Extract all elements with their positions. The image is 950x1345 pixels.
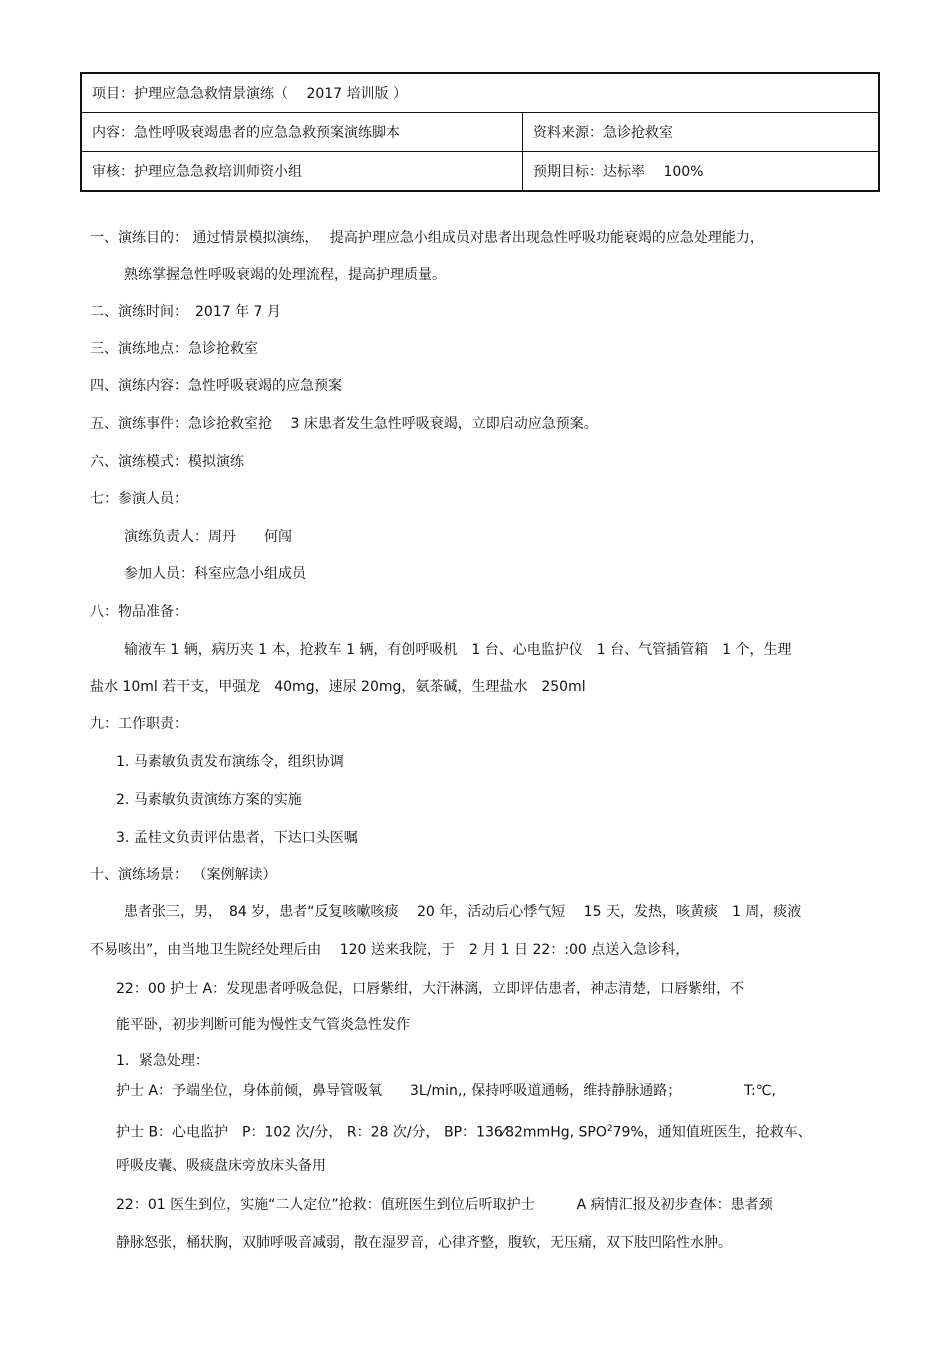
section-supplies: 八：物品准备： — [90, 604, 188, 620]
spo2-subscript: 2 — [606, 1124, 613, 1134]
nurse-b-text-cont: 79%，通知值班医生，抢救车、 — [612, 1124, 812, 1141]
section-purpose-cont: 熟练掌握急性呼吸衰竭的处理流程，提高护理质量。 — [124, 267, 446, 283]
timeline-2201-line-2: 静脉怒张，桶状胸，双肺呼吸音减弱，散在湿罗音，心律齐整，腹软，无压痛，双下肢凹陷性水肿。 — [116, 1235, 732, 1251]
section-content: 四、演练内容：急性呼吸衰竭的应急预案 — [90, 378, 342, 394]
section-event: 五、演练事件：急诊抢救室抢 3 床患者发生急性呼吸衰竭，立即启动应急预案。 — [90, 416, 598, 432]
nurse-a-temp: T:℃, — [744, 1083, 776, 1099]
duty-item-3: 3. 孟桂文负责评估患者，下达口头医嘱 — [116, 830, 358, 846]
content-cell: 内容：急性呼吸衰竭患者的应急急救预案演练脚本 — [81, 113, 523, 152]
timeline-2200-line-1: 22：00 护士 A：发现患者呼吸急促，口唇紫绀，大汗淋漓，立即评估患者，神志清楚，口唇紫绀，不 — [116, 981, 745, 997]
nurse-b-line — [116, 1120, 812, 1142]
case-line-2: 不易咳出”，由当地卫生院经处理后由 120 送来我院，于 2 月 1 日 22：:00 点送入急诊科， — [90, 942, 690, 958]
section-mode: 六、演练模式：模拟演练 — [90, 454, 244, 470]
nurse-b-line-2: 呼吸皮囊、吸痰盘床旁放床头备用 — [116, 1158, 326, 1174]
drill-leaders: 演练负责人：周丹 何闯 — [124, 529, 292, 545]
timeline-2200-line-2: 能平卧，初步判断可能为慢性支气管炎急性发作 — [116, 1017, 410, 1033]
duty-item-2: 2. 马素敏负责演练方案的实施 — [116, 792, 302, 808]
section-purpose: 一、演练目的： 通过情景模拟演练， 提高护理应急小组成员对患者出现急性呼吸功能衰竭的应急处理能力， — [90, 230, 764, 246]
supplies-line-1: 输液车 1 辆，病历夹 1 本，抢救车 1 辆，有创呼吸机 1 台、心电监护仪 1 台、气管插管箱 1 个，生理 — [124, 642, 792, 658]
section-time: 二、演练时间： 2017 年 7 月 — [90, 304, 281, 320]
case-line-1: 患者张三，男， 84 岁，患者“反复咳嗽咳痰 20 年，活动后心悸气短 15 天，发热，咳黄痰 1 周，痰液 — [124, 904, 802, 920]
header-table — [80, 72, 880, 192]
nurse-a-line: 护士 A：予端坐位，身体前倾，鼻导管吸氧 3L/min,, 保持呼吸道通畅，维持静脉通路； — [116, 1083, 682, 1099]
supplies-line-2: 盐水 10ml 若干支，甲强龙 40mg，速尿 20mg，氨茶碱，生理盐水 250ml — [90, 679, 586, 695]
timeline-2201-line-1: 22：01 医生到位，实施“二人定位”抢救：值班医生到位后听取护士 A 病情汇报及初步查体：患者颈 — [116, 1197, 773, 1213]
section-participants: 七：参演人员： — [90, 491, 188, 507]
section-duties: 九：工作职责： — [90, 716, 188, 732]
section-scenario: 十、演练场景： （案例解读） — [90, 867, 277, 883]
review-cell: 审核：护理应急急救培训师资小组 — [81, 152, 523, 192]
drill-members: 参加人员：科室应急小组成员 — [124, 566, 306, 582]
source-cell: 资料来源：急诊抢救室 — [523, 113, 880, 152]
project-cell: 项目：护理应急急救情景演练（ 2017 培训版 ） — [81, 73, 879, 113]
duty-item-1: 1. 马素敏负责发布演练令，组织协调 — [116, 754, 344, 770]
nurse-b-text: 护士 B：心电监护 P：102 次/分， R：28 次/分， BP：136⁄82mmHg, SPO — [116, 1124, 607, 1141]
target-cell: 预期目标：达标率 100% — [523, 152, 880, 192]
section-place: 三、演练地点：急诊抢救室 — [90, 341, 258, 357]
emergency-heading: 1．紧急处理： — [116, 1053, 209, 1069]
